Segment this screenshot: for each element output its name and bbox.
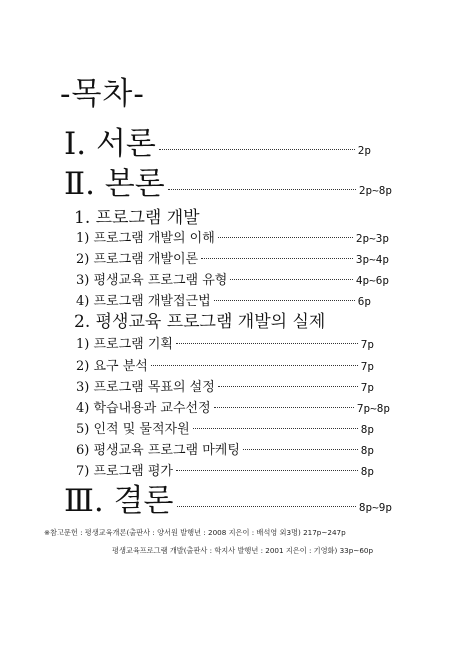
toc-page-number: 4p~6p — [355, 274, 389, 287]
dot-leader — [177, 506, 356, 507]
dot-leader — [214, 300, 355, 301]
toc-chapter-label: Ⅲ. 결론 — [64, 483, 174, 519]
toc-page-number: 8p~9p — [358, 501, 392, 514]
toc-item-label: 1) 프로그램 기획 — [76, 337, 173, 352]
toc-chapter-label: Ⅱ. 본론 — [64, 166, 165, 202]
toc-item-label: 3) 평생교육 프로그램 유형 — [76, 273, 228, 288]
toc-item-label: 7) 프로그램 평가 — [76, 464, 173, 479]
toc-section-label: 2. 평생교육 프로그램 개발의 실제 — [74, 312, 326, 332]
toc-item — [76, 418, 374, 437]
toc-item-label: 4) 학습내용과 교수선정 — [76, 401, 211, 416]
dot-leader — [176, 343, 358, 344]
toc-section-heading — [74, 307, 325, 332]
toc-page-number: 7p — [360, 338, 374, 351]
toc-chapter-intro — [64, 118, 371, 163]
toc-item-label: 4) 프로그램 개발접근법 — [76, 294, 211, 309]
toc-item — [76, 376, 374, 395]
toc-item — [76, 397, 390, 416]
dot-leader — [218, 237, 353, 238]
toc-item-label: 5) 인적 및 물적자원 — [76, 422, 190, 437]
toc-item — [76, 269, 389, 288]
toc-page-number: 7p~8p — [356, 402, 390, 415]
toc-page-number: 2p — [357, 144, 371, 157]
toc-page-number: 8p — [360, 423, 374, 436]
toc-page-number: 2p~3p — [355, 232, 389, 245]
toc-page-number: 8p — [360, 465, 374, 478]
toc-item-label: 2) 요구 분석 — [76, 359, 148, 374]
toc-item — [76, 439, 374, 458]
dot-leader — [218, 386, 358, 387]
toc-item-label: 3) 프로그램 목표의 설정 — [76, 380, 215, 395]
dot-leader — [230, 279, 353, 280]
dot-leader — [214, 407, 354, 408]
toc-page-number: 8p — [360, 444, 374, 457]
toc-chapter-body — [64, 158, 392, 203]
dot-leader — [201, 258, 353, 259]
dot-leader — [151, 365, 358, 366]
toc-page-number: 3p~4p — [355, 253, 389, 266]
toc-page-number: 7p — [360, 381, 374, 394]
toc-page-number: 7p — [360, 360, 374, 373]
references-line-1: ※참고문헌 : 평생교육개론(출판사 : 양서원 발행년 : 2008 지은이 : 배석영 외3명) 217p~247p — [44, 528, 346, 537]
page-title: -목차- — [60, 76, 145, 112]
toc-section-label: 1. 프로그램 개발 — [74, 208, 200, 228]
toc-chapter-conclusion — [64, 475, 392, 520]
dot-leader — [243, 449, 358, 450]
toc-item — [76, 248, 389, 267]
dot-leader — [176, 470, 358, 471]
toc-item — [76, 333, 374, 352]
toc-item-label: 2) 프로그램 개발이론 — [76, 252, 199, 267]
toc-item-label: 1) 프로그램 개발의 이해 — [76, 231, 215, 246]
toc-item — [76, 355, 374, 374]
dot-leader — [168, 189, 356, 190]
toc-section-heading — [74, 203, 200, 228]
references-line-2: 평생교육프로그램 개발(출판사 : 학지사 발행년 : 2001 지은이 : 기영화) 33p~60p — [112, 546, 374, 555]
toc-page-number: 2p~8p — [358, 184, 392, 197]
toc-item — [76, 227, 389, 246]
dot-leader — [193, 428, 358, 429]
toc-chapter-label: Ⅰ. 서론 — [64, 126, 156, 162]
toc-page-number: 6p — [357, 295, 371, 308]
toc-item-label: 6) 평생교육 프로그램 마케팅 — [76, 443, 240, 458]
dot-leader — [159, 149, 355, 150]
